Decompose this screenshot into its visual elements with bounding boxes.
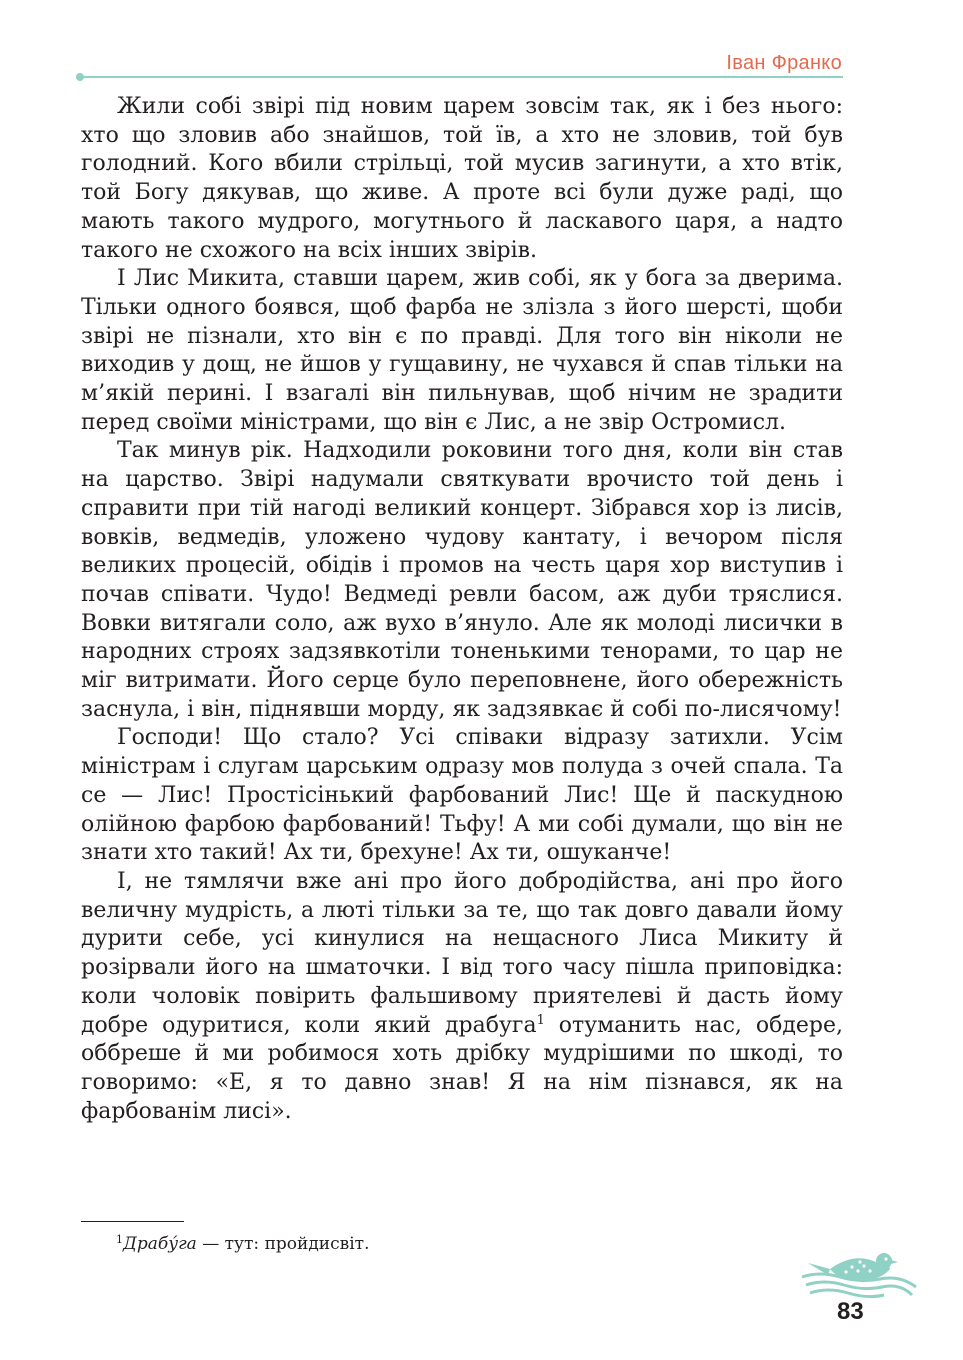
footnote-marker: 1 (116, 1233, 123, 1246)
footnote-definition: — тут: пройдисвіт. (196, 1234, 370, 1254)
paragraph-5-text-before: І, не тямлячи вже ані про його добродійства, ані про його величну мудрість, а люті тільки за те, що так довго давали йому дурити себе, усі кинулися на нещасного Лиса Микиту й розірвали його на шматочки. І від того часу пішла приповідка: коли чоловік повірить фальшивому приятелеві й дасть йому добре одуритися, коли який драбуга (81, 868, 843, 1038)
footnote (116, 1233, 369, 1254)
header-rule (80, 76, 843, 78)
page-number: 83 (837, 1298, 864, 1325)
footnote-term: Драбу́га (123, 1234, 197, 1254)
body-text (81, 93, 843, 1126)
paragraph-2: І Лис Микита, ставши царем, жив собі, як у бога за дверима. Тільки одного боявся, щоб фарба не злізла з його шерсті, щоби звірі не пізнали, хто він є по правді. Для того він ніколи не виходив у дощ, не йшов у гущавину, не чухався й спав тільки на м’якій перині. І взагалі він пильнував, щоб нічим не зрадити перед своїми міністрами, що він є Лис, а не звір Остромисл. (81, 266, 843, 435)
paragraph-5-text-after: отуманить нас, обдере, оббреше й ми робимося хоть дрібку мудрішими по шкоді, то говоримо: «Е, я то давно знав! Я на нім пізнався, як на фарбованім лисі». (81, 1012, 843, 1124)
footnote-divider (81, 1221, 184, 1222)
paragraph-3: Так минув рік. Надходили роковини того дня, коли він став на царство. Звірі надумали святкувати врочисто той день і справити при тій нагоді великий концерт. Зібрався хор із лисів, вовків, ведмедів, уложено чудову кантату, і вечором після великих процесій, обідів і промов на честь царя хор виступив і почав співати. Чудо! Ведмеді ревли басом, аж дуби тряслися. Вовки витягали соло, аж вухо в’януло. Але як молоді лисички в народних строях задзявкотіли тоненькими тенорами, то цар не міг витримати. Його серце було переповнене, його обережність заснула, і він, піднявши морду, як задзявкає й собі по-лисячому! (81, 438, 843, 722)
paragraph-5 (81, 868, 843, 1126)
paragraph-1: Жили собі звірі під новим царем зовсім так, як і без нього: хто що зловив або знайшов, той їв, а хто не зловив, той був голодний. Кого вбили стрільці, той мусив загинути, а хто втік, той Богу дякував, що живе. А проте всі були дуже раді, що мають такого мудрого, могутнього й ласкавого царя, а надто такого не схожого на всіх інших звірів. (81, 94, 843, 263)
footnote-reference[interactable]: 1 (536, 1012, 545, 1028)
running-header-author: Іван Франко (726, 52, 842, 74)
paragraph-4: Господи! Що стало? Усі співаки відразу затихли. Усім міністрам і слугам царським одразу мов полуда з очей спала. Та се — Лис! Простісінький фарбований Лис! Ще й паскудною олійною фарбою фарбований! Тьфу! А ми собі думали, що він не знати хто такий! Ах ти, брехуне! Ах ти, ошуканче! (81, 725, 843, 866)
